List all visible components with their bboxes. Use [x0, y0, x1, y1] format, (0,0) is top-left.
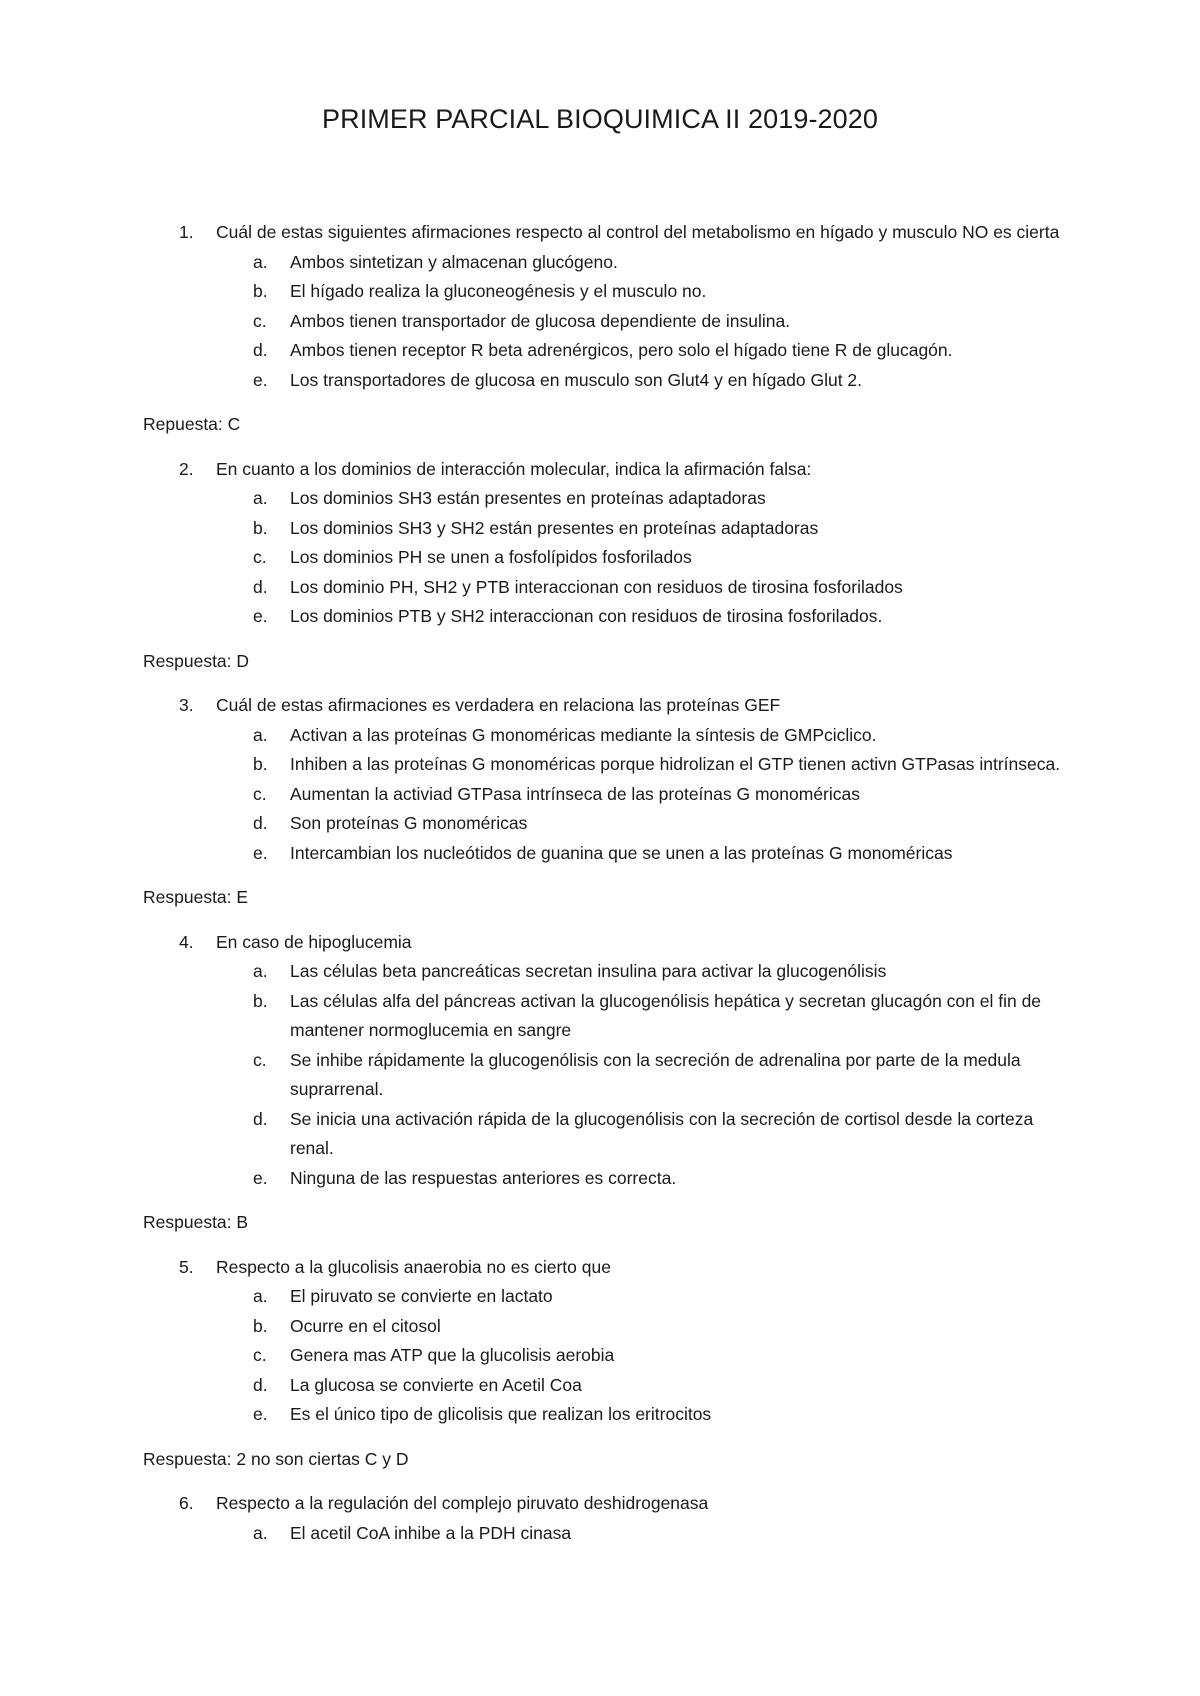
question-block — [143, 691, 1080, 913]
option-text: Ambos tienen transportador de glucosa dependiente de insulina. — [290, 310, 791, 331]
question — [143, 1253, 1080, 1283]
option-letter: e. — [253, 369, 268, 390]
option-item — [253, 809, 1080, 839]
option-list — [143, 248, 1080, 396]
option-text: Las células beta pancreáticas secretan insulina para activar la glucogenólisis — [290, 961, 887, 981]
option-text: La glucosa se convierte en Acetil Coa — [290, 1374, 582, 1395]
option-item — [253, 307, 1080, 337]
option-text: El piruvato se convierte en lactato — [290, 1286, 553, 1306]
option-text: Inhiben a las proteínas G monoméricas porque hidrolizan el GTP tienen activn GTPasas intrínseca. — [290, 754, 1061, 774]
option-text: Ocurre en el citosol — [290, 1315, 441, 1336]
option-text: Las células alfa del páncreas activan la glucogenólisis hepática y secretan glucagón con el fin de mantener normoglucemia en sangre — [290, 990, 1042, 1040]
option-letter: b. — [253, 517, 268, 538]
option-item — [253, 721, 1080, 751]
question-block — [143, 455, 1080, 677]
answer-text: Respuesta: E — [143, 887, 249, 907]
option-letter: b. — [253, 754, 268, 774]
option-letter: c. — [253, 547, 267, 567]
question-text: Respecto a la regulación del complejo piruvato deshidrogenasa — [216, 1493, 709, 1513]
option-text: El hígado realiza la gluconeogénesis y el musculo no. — [290, 281, 707, 301]
option-item — [253, 1312, 1080, 1342]
question — [143, 455, 1080, 485]
question-number: 6. — [179, 1493, 194, 1513]
question-text: En caso de hipoglucemia — [216, 931, 412, 952]
option-letter: a. — [253, 1522, 268, 1543]
question-block — [143, 218, 1080, 440]
option-letter: d. — [253, 576, 268, 597]
option-item — [253, 780, 1080, 810]
option-letter: b. — [253, 281, 268, 301]
option-item — [253, 366, 1080, 396]
option-letter: a. — [253, 1286, 268, 1306]
option-text: Genera mas ATP que la glucolisis aerobia — [290, 1345, 615, 1365]
option-item — [253, 336, 1080, 366]
option-item — [253, 1341, 1080, 1371]
option-item — [253, 277, 1080, 307]
option-list — [143, 1282, 1080, 1430]
option-text: Los dominios SH3 y SH2 están presentes en proteínas adaptadoras — [290, 517, 819, 538]
option-item — [253, 957, 1080, 987]
option-text: El acetil CoA inhibe a la PDH cinasa — [290, 1522, 572, 1543]
option-letter: d. — [253, 1108, 268, 1129]
question — [143, 218, 1080, 248]
option-letter: c. — [253, 310, 267, 331]
option-item — [253, 1164, 1080, 1194]
question-number: 3. — [179, 695, 194, 715]
option-item — [253, 484, 1080, 514]
option-text: Los dominios SH3 están presentes en proteínas adaptadoras — [290, 488, 766, 508]
option-text: Ninguna de las respuestas anteriores es correcta. — [290, 1167, 677, 1188]
questions-container — [143, 218, 1080, 1548]
option-text: Ambos tienen receptor R beta adrenérgicos, pero solo el hígado tiene R de glucagón. — [290, 340, 953, 360]
option-text: Los dominio PH, SH2 y PTB interaccionan con residuos de tirosina fosforilados — [290, 576, 903, 597]
option-letter: b. — [253, 1315, 268, 1336]
option-letter: d. — [253, 813, 268, 833]
answer-text: Respuesta: 2 no son ciertas C y D — [143, 1448, 409, 1469]
option-text: Activan a las proteínas G monoméricas mediante la síntesis de GMPciclico. — [290, 724, 877, 745]
question-text: Cuál de estas siguientes afirmaciones respecto al control del metabolismo en hígado y musculo NO es cierta — [216, 222, 1060, 242]
option-item — [253, 1046, 1080, 1105]
option-item — [253, 248, 1080, 278]
option-text: Los dominios PTB y SH2 interaccionan con residuos de tirosina fosforilados. — [290, 606, 883, 626]
option-letter: c. — [253, 1345, 267, 1365]
option-letter: b. — [253, 990, 268, 1011]
option-item — [253, 602, 1080, 632]
option-letter: d. — [253, 1374, 268, 1395]
option-item — [253, 1400, 1080, 1430]
option-letter: a. — [253, 488, 268, 508]
option-item — [253, 1519, 1080, 1549]
answer-text: Respuesta: D — [143, 650, 250, 671]
option-list — [143, 721, 1080, 869]
option-item — [253, 514, 1080, 544]
option-letter: a. — [253, 724, 268, 745]
option-list — [143, 484, 1080, 632]
option-text: Es el único tipo de glicolisis que realizan los eritrocitos — [290, 1404, 712, 1424]
option-list — [143, 957, 1080, 1193]
option-letter: c. — [253, 1049, 267, 1070]
option-list — [143, 1519, 1080, 1549]
question — [143, 1489, 1080, 1519]
answer-text: Respuesta: B — [143, 1212, 249, 1232]
option-item — [253, 839, 1080, 869]
option-item — [253, 1371, 1080, 1401]
question-text: Cuál de estas afirmaciones es verdadera en relaciona las proteínas GEF — [216, 695, 781, 715]
question — [143, 928, 1080, 958]
question — [143, 691, 1080, 721]
option-letter: e. — [253, 842, 268, 863]
option-text: Ambos sintetizan y almacenan glucógeno. — [290, 251, 618, 272]
question-block — [143, 1489, 1080, 1548]
option-letter: e. — [253, 1167, 268, 1188]
option-letter: e. — [253, 1404, 268, 1424]
option-letter: e. — [253, 606, 268, 626]
question-number: 1. — [179, 222, 194, 242]
option-letter: c. — [253, 783, 267, 804]
option-text: Se inicia una activación rápida de la glucogenólisis con la secreción de cortisol desde la corteza renal. — [290, 1108, 1034, 1158]
option-text: Se inhibe rápidamente la glucogenólisis con la secreción de adrenalina por parte de la medula suprarrenal. — [290, 1049, 1021, 1099]
option-text: Los dominios PH se unen a fosfolípidos fosforilados — [290, 547, 692, 567]
option-item — [253, 750, 1080, 780]
question-text: En cuanto a los dominios de interacción molecular, indica la afirmación falsa: — [216, 458, 812, 479]
option-letter: a. — [253, 251, 268, 272]
option-text: Los transportadores de glucosa en musculo son Glut4 y en hígado Glut 2. — [290, 369, 863, 390]
question-number: 5. — [179, 1256, 194, 1277]
option-letter: d. — [253, 340, 268, 360]
option-item — [253, 573, 1080, 603]
answer-text: Repuesta: C — [143, 414, 241, 434]
question-number: 4. — [179, 931, 194, 952]
option-item — [253, 1282, 1080, 1312]
option-item — [253, 987, 1080, 1046]
question-number: 2. — [179, 458, 194, 479]
question-text: Respecto a la glucolisis anaerobia no es cierto que — [216, 1256, 611, 1277]
question-block — [143, 1253, 1080, 1475]
option-item — [253, 543, 1080, 573]
page-title: PRIMER PARCIAL BIOQUIMICA II 2019-2020 — [322, 104, 878, 134]
option-letter: a. — [253, 961, 268, 981]
option-text: Son proteínas G monoméricas — [290, 813, 528, 833]
question-block — [143, 928, 1080, 1238]
option-text: Intercambian los nucleótidos de guanina que se unen a las proteínas G monoméricas — [290, 842, 953, 863]
option-item — [253, 1105, 1080, 1164]
option-text: Aumentan la activiad GTPasa intrínseca de las proteínas G monoméricas — [290, 783, 860, 804]
